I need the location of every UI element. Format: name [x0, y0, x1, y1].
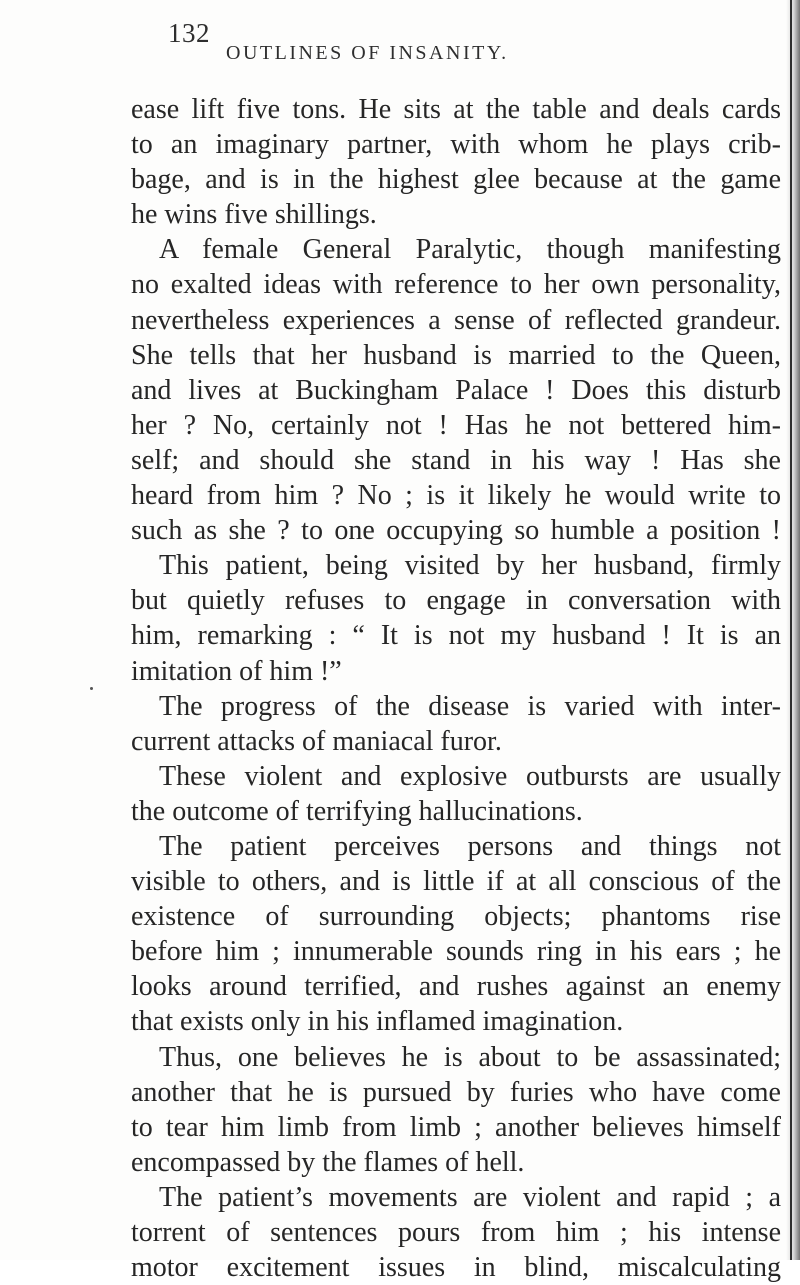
text-line: She tells that her husband is married to the Queen,	[131, 339, 781, 371]
page-number: 132	[168, 18, 210, 48]
page-header	[0, 18, 800, 78]
text-line: the outcome of terrifying hallucinations.	[131, 795, 583, 827]
text-line: self; and should she stand in his way ! Has she	[131, 444, 781, 476]
text-line: he wins five shillings.	[131, 199, 377, 231]
text-line: existence of surrounding objects; phantoms rise	[131, 901, 781, 933]
text-line: no exalted ideas with reference to her own personality,	[131, 269, 781, 301]
text-line: but quietly refuses to engage in conversation with	[131, 585, 781, 617]
text-line: motor excitement issues in blind, miscalculating	[131, 1252, 781, 1284]
text-line: torrent of sentences pours from him ; his intense	[131, 1217, 781, 1248]
text-line: looks around terrified, and rushes against an enemy	[131, 971, 781, 1003]
text-line: Thus, one believes he is about to be assassinated;	[159, 1041, 781, 1073]
margin-speck	[90, 687, 93, 690]
text-line: visible to others, and is little if at all conscious of the	[131, 866, 781, 898]
page-edge-shadow	[786, 0, 800, 1260]
text-line: A female General Paralytic, though manifesting	[159, 234, 781, 266]
text-line: The progress of the disease is varied with inter-	[159, 690, 781, 722]
text-line: bage, and is in the highest glee because at the game	[131, 164, 781, 196]
text-line: her ? No, certainly not ! Has he not bettered him-	[131, 409, 781, 441]
text-line: heard from him ? No ; is it likely he would write to	[131, 480, 781, 512]
text-line: imitation of him !”	[131, 655, 342, 687]
text-line: The patient’s movements are violent and rapid ; a	[159, 1181, 781, 1213]
text-line: such as she ? to one occupying so humble a position !	[131, 515, 781, 547]
text-line: encompassed by the flames of hell.	[131, 1146, 525, 1178]
text-line: current attacks of maniacal furor.	[131, 725, 502, 757]
body-text	[131, 92, 781, 1285]
text-line: and lives at Buckingham Palace ! Does this disturb	[131, 374, 781, 406]
text-line: that exists only in his inflamed imagination.	[131, 1006, 624, 1038]
text-line: another that he is pursued by furies who have come	[131, 1076, 781, 1108]
text-line: nevertheless experiences a sense of reflected grandeur.	[131, 304, 781, 336]
text-line: This patient, being visited by her husband, firmly	[159, 550, 781, 582]
text-line: before him ; innumerable sounds ring in his ears ; he	[131, 936, 781, 968]
text-line: to tear him limb from limb ; another believes himself	[131, 1111, 781, 1143]
running-head: OUTLINES OF INSANITY.	[226, 42, 509, 64]
text-line: The patient perceives persons and things not	[159, 830, 781, 862]
text-line: to an imaginary partner, with whom he plays crib-	[131, 129, 781, 161]
text-line: ease lift five tons. He sits at the table and deals cards	[131, 94, 781, 125]
text-line: These violent and explosive outbursts are usually	[159, 760, 781, 792]
text-line: him, remarking : “ It is not my husband ! It is an	[131, 620, 781, 652]
